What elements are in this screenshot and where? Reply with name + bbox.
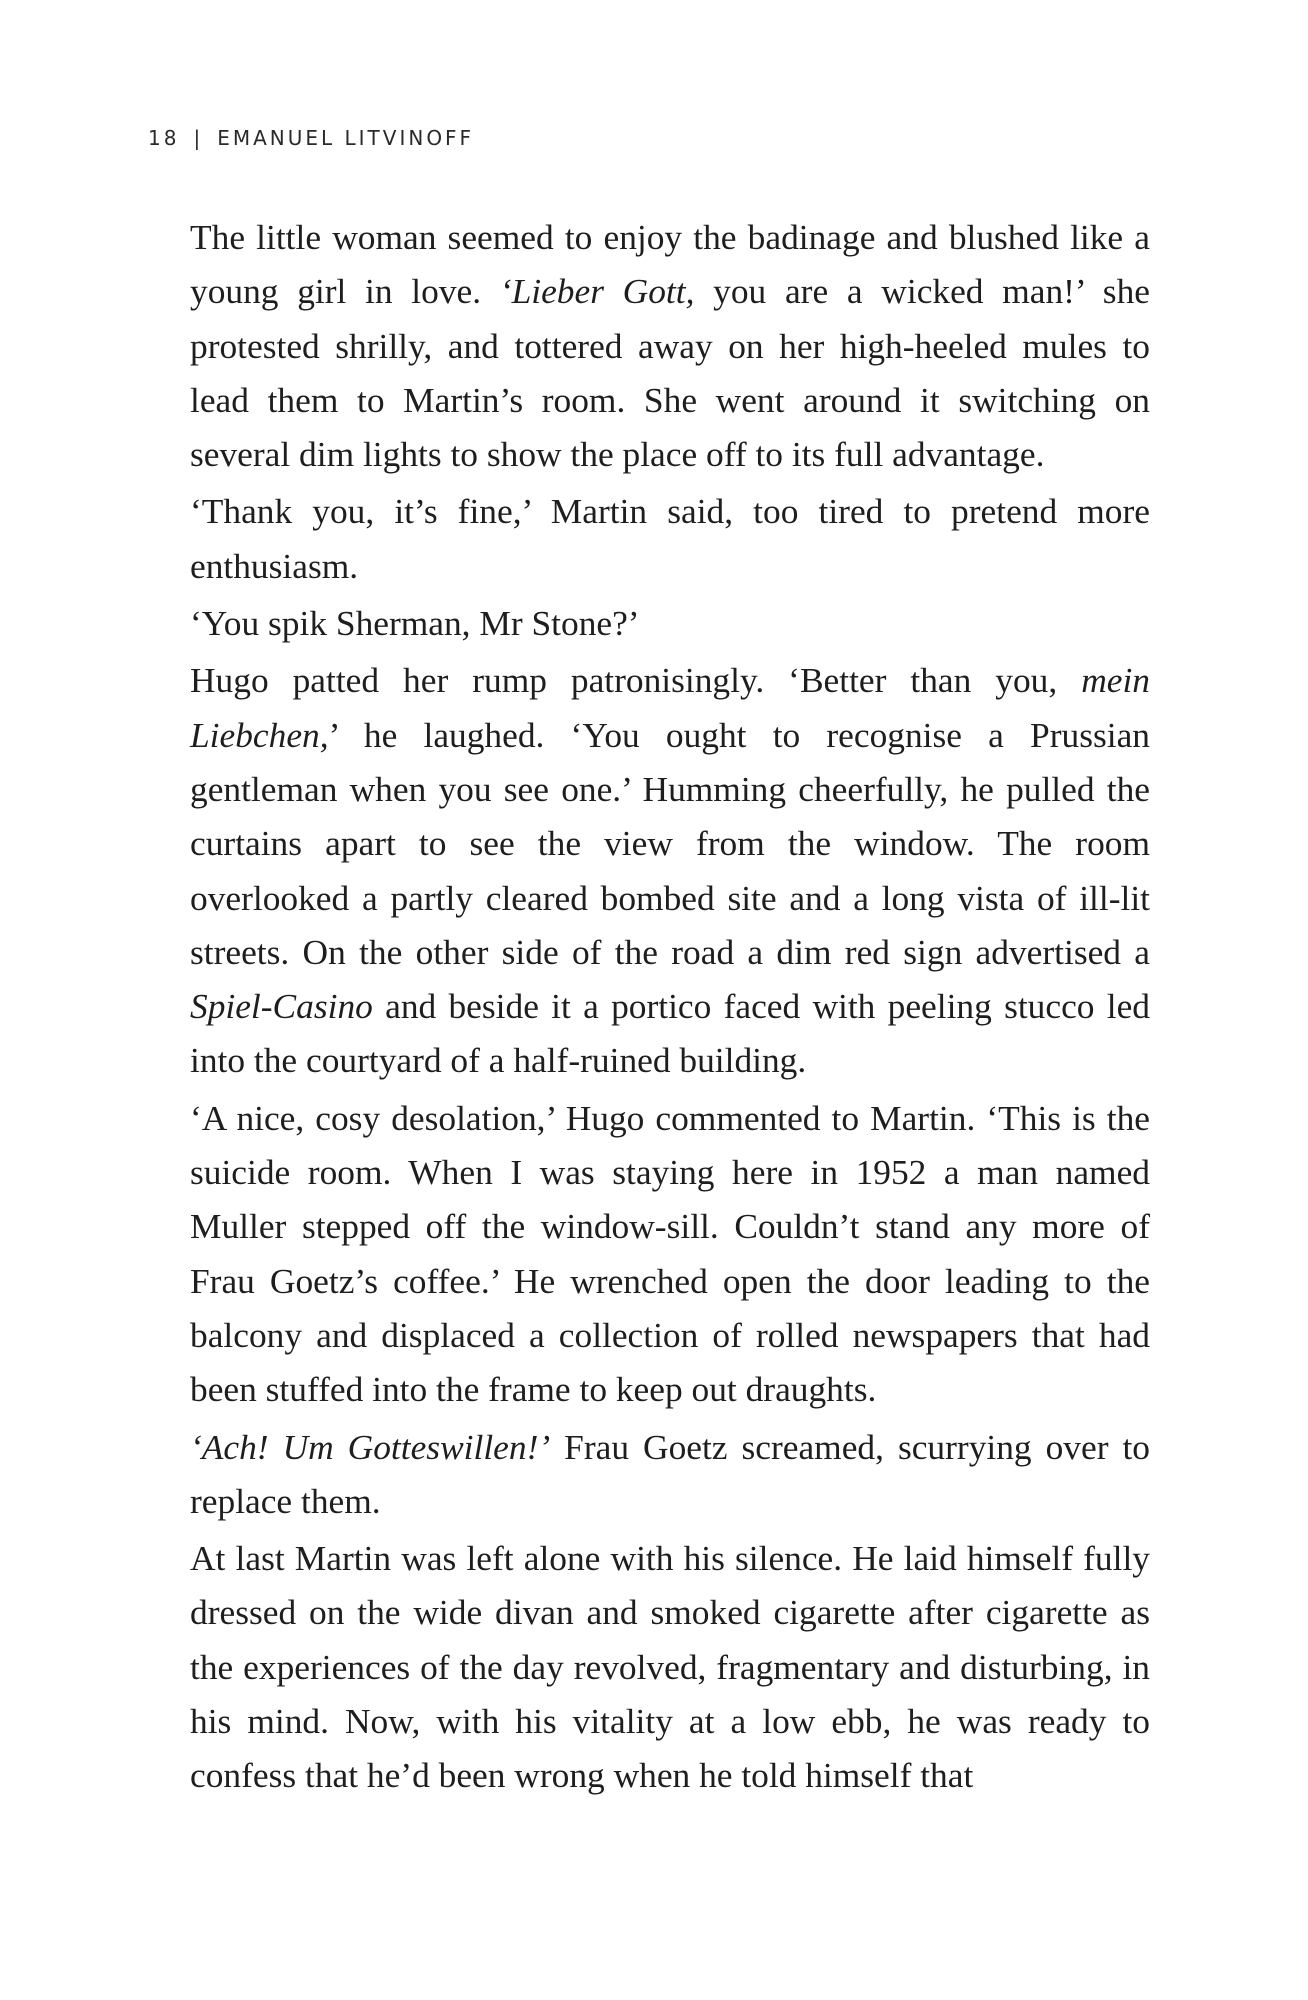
italic-text: ‘Lieber Gott, xyxy=(499,271,695,312)
text-run: and beside it a portico faced with peeling stucco led into the courtyard of a half-ruined building. xyxy=(190,986,1150,1081)
paragraph xyxy=(190,1420,1150,1529)
header-separator: | xyxy=(193,126,204,150)
running-head xyxy=(148,126,474,150)
page-number: 18 xyxy=(148,126,180,150)
body-text xyxy=(190,210,1150,1803)
italic-text: ‘Ach! Um Gotteswillen!’ xyxy=(190,1426,551,1467)
author-name: EMANUEL LITVINOFF xyxy=(217,126,475,150)
paragraph xyxy=(190,596,1150,650)
text-run: ’ he laughed. ‘You ought to recognise a Prussian gentleman when you see one.’ Humming cheerfully, he pulled the curtains apart to see the view from the window. The room overlooked a partly cleared bombed site and a long vista of ill-lit streets. On the other side of the road a dim red sign advertised a xyxy=(190,714,1150,972)
paragraph xyxy=(190,653,1150,1087)
text-run: ‘Thank you, it’s fine,’ Martin said, too tired to pretend more enthusiasm. xyxy=(190,491,1150,586)
italic-text: mein Liebchen, xyxy=(190,660,1150,755)
text-run: ‘You spik Sherman, Mr Stone?’ xyxy=(190,603,640,644)
text-run: ‘A nice, cosy desolation,’ Hugo commented to Martin. ‘This is the suicide room. When I was staying here in 1952 a man named Muller stepped off the window-sill. Couldn’t stand any more of Frau Goetz’s coffee.’ He wrenched open the door leading to the balcony and displaced a collection of rolled newspapers that had been stuffed into the frame to keep out draughts. xyxy=(190,1097,1150,1410)
paragraph xyxy=(190,1531,1150,1802)
paragraph xyxy=(190,484,1150,593)
text-run: Frau Goetz screamed, scurrying over to replace them. xyxy=(190,1426,1151,1521)
italic-text: Spiel-Casino xyxy=(190,986,373,1027)
text-run: The little woman seemed to enjoy the badinage and blushed like a young girl in love. xyxy=(190,217,1150,312)
text-run: you are a wicked man!’ she protested shrilly, and tottered away on her high-heeled mules to lead them to Martin’s room. She went around it switching on several dim lights to show the place off to its full advantage. xyxy=(190,271,1150,475)
text-run: Hugo patted her rump patronisingly. ‘Better than you, xyxy=(190,660,1082,701)
paragraph xyxy=(190,1091,1150,1417)
text-run: At last Martin was left alone with his silence. He laid himself fully dressed on the wide divan and smoked cigarette after cigarette as the experiences of the day revolved, fragmentary and disturbing, in his mind. Now, with his vitality at a low ebb, he was ready to confess that he’d been wrong when he told himself that xyxy=(190,1538,1150,1796)
paragraph xyxy=(190,210,1150,481)
